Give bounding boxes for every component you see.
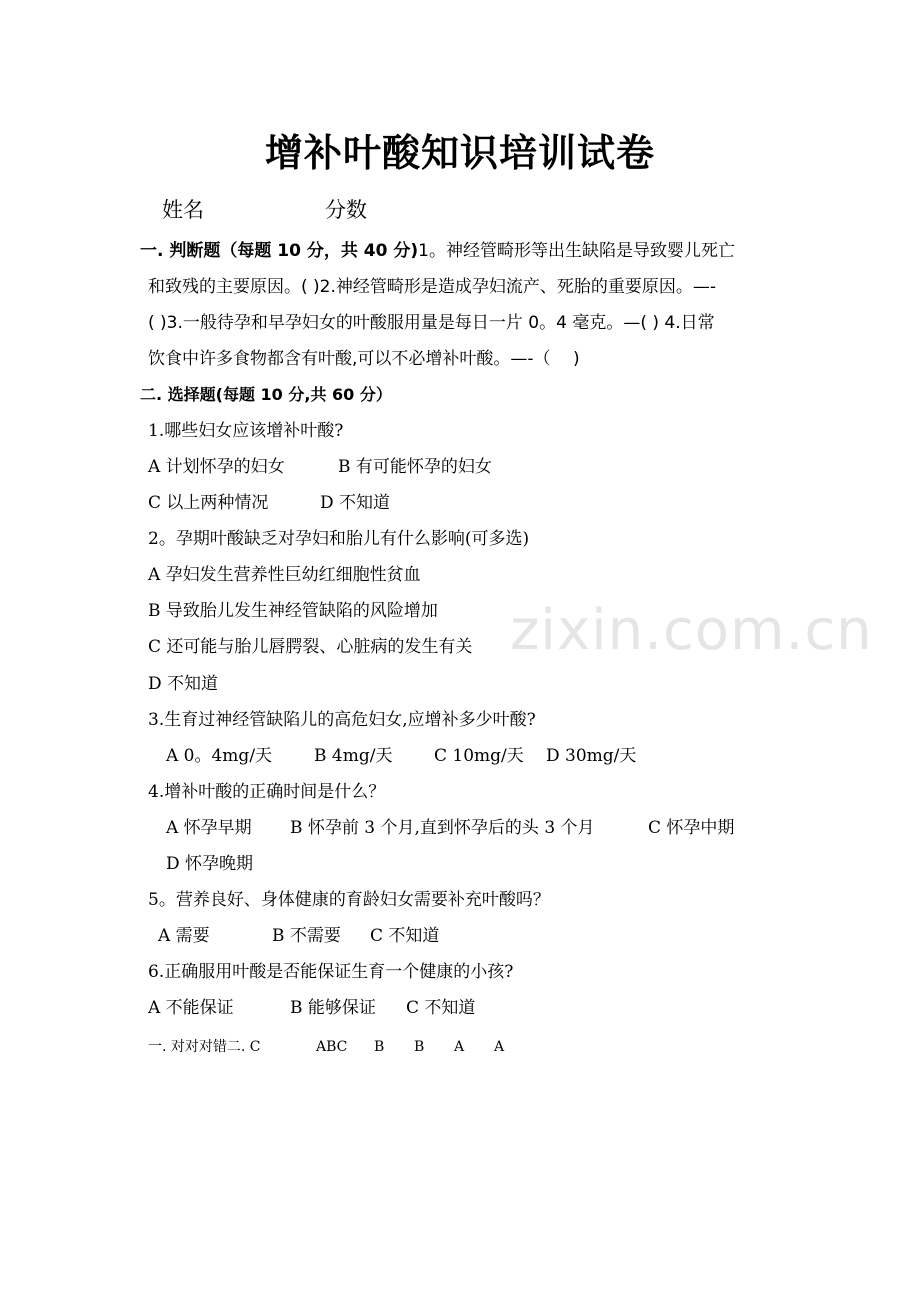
section1-text-1: 1。神经管畸形等出生缺陷是导致婴儿死亡 [418,241,735,261]
section2-heading: 二. 选择题(每题 10 分,共 60 分） [140,385,392,404]
q2-option-c: C 还可能与胎儿唇腭裂、心脏病的发生有关 [148,637,473,657]
answer-item: B [374,1039,385,1055]
section1-line-2: 和致残的主要原因。( )2.神经管畸形是造成孕妇流产、死胎的重要原因。—- [148,277,717,297]
q3-options-row [166,745,637,767]
q1-option-d: D 不知道 [320,493,391,513]
q2-option-a: A 孕妇发生营养性巨幼红细胞性贫血 [148,565,421,585]
name-score-row [162,194,367,224]
q3-question: 3.生育过神经管缺陷儿的高危妇女,应增补多少叶酸? [148,710,536,730]
section1-line-4: 饮食中许多食物都含有叶酸,可以不必增补叶酸。—-（ ) [148,349,580,369]
q2-question: 2。孕期叶酸缺乏对孕妇和胎儿有什么影响(可多选) [148,529,530,549]
q2-option-b: B 导致胎儿发生神经管缺陷的风险增加 [148,601,438,621]
q4-option-c: C 怀孕中期 [648,818,735,838]
watermark: zixin.com.cn [510,598,873,663]
q4-option-b: B 怀孕前 3 个月,直到怀孕后的头 3 个月 [290,818,595,838]
q2-option-d: D 不知道 [148,674,219,694]
q4-option-d: D 怀孕晚期 [166,854,254,874]
answer-item: A [494,1039,505,1055]
q1-options-row-2 [148,492,391,514]
q6-option-a: A 不能保证 [148,998,234,1018]
section1-line-3: ( )3.一般待孕和早孕妇女的叶酸服用量是每日一片 0。4 毫克。—( ) 4.日常 [148,313,715,333]
answer-key-prefix: 一. 对对对错二. C [148,1039,261,1055]
answer-item: ABC [316,1039,348,1055]
answer-item: B [414,1039,425,1055]
q1-option-a: A 计划怀孕的妇女 [148,457,285,477]
q4-options-row-1 [166,817,735,839]
q6-question: 6.正确服用叶酸是否能保证生育一个健康的小孩? [148,962,514,982]
q3-option-b: B 4mg/天 [314,746,393,766]
q5-question: 5。营养良好、身体健康的育龄妇女需要补充叶酸吗？ [148,890,550,910]
q4-question: 4.增补叶酸的正确时间是什么？ [148,782,386,802]
q1-option-c: C 以上两种情况 [148,493,269,513]
section1-heading: 一. 判断题（每题 10 分，共 40 分) [140,241,419,261]
q6-option-b: B 能够保证 [290,998,376,1018]
q5-options-row [158,925,440,947]
section1-line-1 [140,240,735,262]
q3-option-d: D 30mg/天 [546,746,637,766]
q1-question: 1.哪些妇女应该增补叶酸? [148,421,344,441]
answer-key [148,1036,505,1058]
score-label: 分数 [325,198,367,222]
q5-option-b: B 不需要 [272,926,341,946]
q5-option-a: A 需要 [158,926,210,946]
q4-option-a: A 怀孕早期 [166,818,252,838]
page-title: 增补叶酸知识培训试卷 [264,131,655,175]
q1-option-b: B 有可能怀孕的妇女 [338,457,492,477]
q3-option-a: A 0。4mg/天 [166,746,273,766]
q3-option-c: C 10mg/天 [434,746,524,766]
q5-option-c: C 不知道 [370,926,440,946]
q1-options-row-1 [148,456,492,478]
q6-option-c: C 不知道 [406,998,476,1018]
name-label: 姓名 [162,198,204,222]
answer-item: A [454,1039,465,1055]
q6-options-row [148,997,476,1019]
